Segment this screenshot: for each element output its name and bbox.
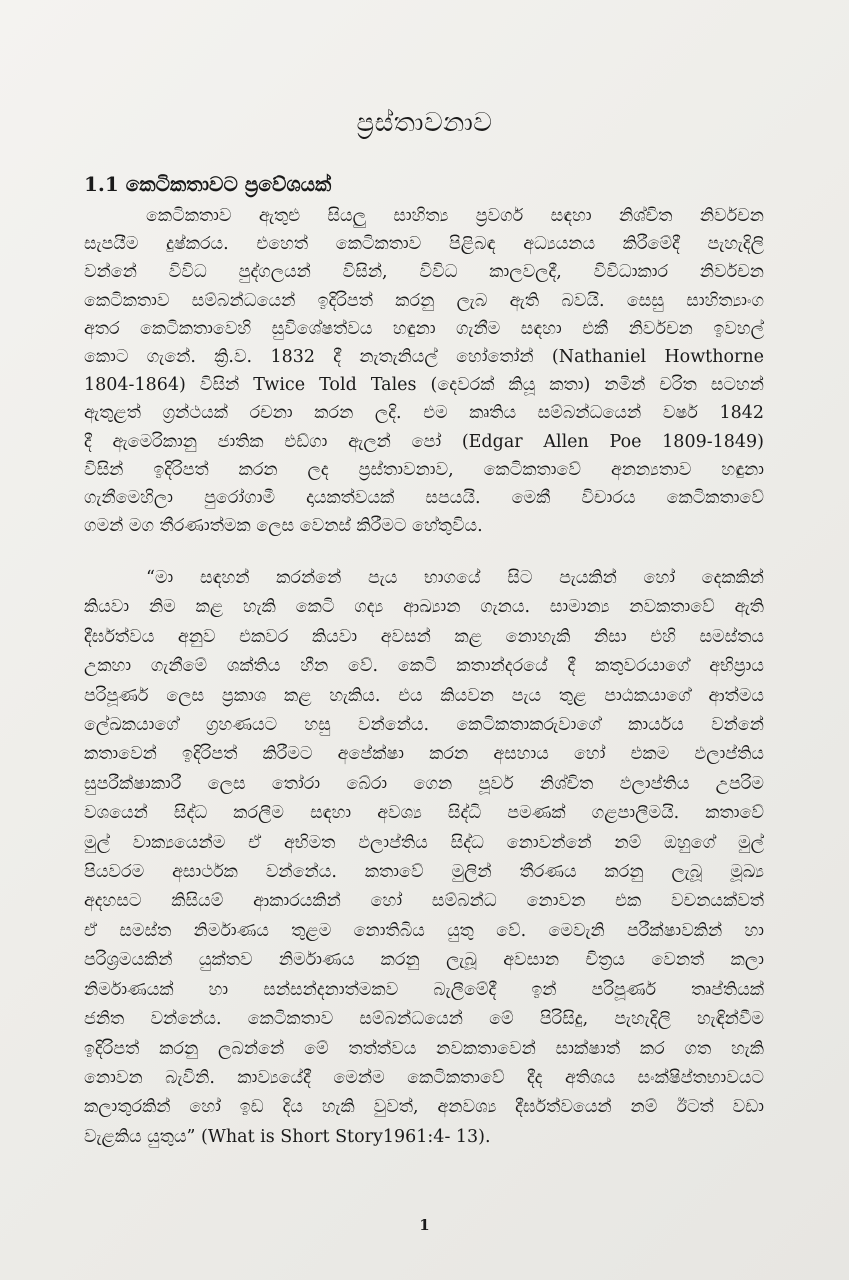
quote-line: මුල් වාක්‍යයෙන්ම ඒ අභිමත ඵලාප්තිය සිද්ධ නොවන්නේ නම් ඔහුගේ මුල් xyxy=(84,832,764,853)
paragraph-line: සැපයීම දුෂ්කරය. එහෙත් කෙටිකතාව පිළිබඳ අධ්‍යයනය කිරීමේදී පැහැදිලි xyxy=(84,234,764,255)
paragraph-line: විසින් ඉදිරිපත් කරන ලද ප්‍රස්තාවනාව, කෙටිකතාවේ අනන්‍යතාව හඳුනා xyxy=(84,459,764,480)
quote-line: පියවරම අසාර්ථක වන්නේය. කතාවේ මුලින් තීරණය කරනු ලැබූ මූඛ්‍ය xyxy=(84,862,764,883)
paragraph-line: කෙටිකතාව සම්බන්ධයෙන් ඉදිරිපත් කරනු ලැබ ඇති බවයි. සෙසු සාහිත්‍යාංග xyxy=(84,290,764,311)
section-heading: 1.1 කෙටිකතාවට ප්‍රවේශයක් xyxy=(84,172,332,196)
paragraph-quote xyxy=(84,564,764,1152)
quote-line: ලේඛකයාගේ ග්‍රහණයට හසු වන්නේය. කෙටිකතාකරුවාගේ කාර්යය වන්නේ xyxy=(84,715,764,736)
paragraph-line: 1804-1864) විසින් Twice Told Tales (දෙවරක් කියූ කතා) නමින් චරිත සටහන් xyxy=(84,375,764,396)
paragraph-line: කෙටිකතාව ඇතුළු සියලු සාහිත්‍ය ප්‍රවර්ග සඳහා නිශ්චිත නිර්වචන xyxy=(146,206,764,226)
quote-line: දීර්ඝත්වය අනුව එකවර කියවා අවසන් කළ නොහැකි නිසා එහි සමස්තය xyxy=(84,626,764,647)
paragraph-line: ගමන් මග තීරණාත්මක ලෙස වෙනස් කිරීමට හේතුවිය. xyxy=(84,516,483,537)
quote-line: පරිශ්‍රමයකින් යුක්තව නිර්මාණය කරනු ලැබූ අවසාන චිත්‍රය වෙනත් කලා xyxy=(84,950,764,971)
quote-line: උකහා ගැනීමේ ශක්තිය හීන වේ. කෙටි කතාන්දරයේ දී කතුවරයාගේ අභිප්‍රාය xyxy=(84,656,764,677)
quote-line: කියවා නිම කළ හැකි කෙටි ගද්‍ය ආඛ්‍යාන ගැනය. සාමාන්‍ය නවකතාවේ ඇති xyxy=(84,597,764,618)
quote-line: කලාතුරකින් හෝ ඉඩ දිය හැකි වුවත්, අනවශ්‍ය දීර්ඝත්වයෙන් නම් ඊටත් වඩා xyxy=(84,1097,764,1118)
paragraph-line: කොට ගැනේ. ක්‍රි.ව. 1832 දී නැතැනියල් හෝතෝන් (Nathaniel Howthorne xyxy=(84,347,764,368)
chapter-title: ප්‍රස්තාවනාව xyxy=(356,108,493,138)
page-number: 1 xyxy=(419,1216,430,1234)
quote-line: වැළකිය යුතුය” (What is Short Story1961:4- 13). xyxy=(84,1126,491,1147)
quote-line: ඒ සමස්ත නිර්මාණය තුළම නොතිබිය යුතු වේ. මෙවැනි පරීක්ෂාවකින් හා xyxy=(84,920,764,941)
paragraph-intro xyxy=(84,202,764,540)
quote-line: සුපරීක්ෂාකාරී ලෙස තෝරා බේරා ගෙන පූර්ව නිශ්චිත ඵලාප්තිය උපරිම xyxy=(84,773,764,794)
quote-line: ඉදිරිපත් කරනු ලබන්නේ මේ තත්ත්වය නවකතාවෙන් සාක්ෂාත් කර ගත හැකි xyxy=(84,1038,764,1059)
quote-line: අදහසට කිසියම් ආකාරයකින් හෝ සම්බන්ධ නොවන එක වචනයක්වත් xyxy=(84,891,764,912)
paragraph-line: වන්නේ විවිධ පුද්ගලයන් විසින්, විවිධ කාලවලදී, විවිධාකාර නිර්වචන xyxy=(84,262,764,283)
paragraph-line: ගැනීමෙහිලා පුරෝගාමී දායකත්වයක් සපයයි. මෙකී විචාරය කෙටිකතාවේ xyxy=(84,488,764,509)
quote-line: කතාවෙන් ඉදිරිපත් කිරීමට අපේක්ෂා කරන අසහාය හෝ එකම ඵලාප්තිය xyxy=(84,744,764,765)
quote-line: නිර්මාණයක් හා සන්සන්දනාත්මකව බැලීමේදී ඉන් පරිපූර්ණ තෘප්තියක් xyxy=(84,979,764,1000)
quote-line: වශයෙන් සිද්ධ කරලීම සඳහා අවශ්‍ය සිද්ධි පමණක් ගළපාලීමයි. කතාවේ xyxy=(84,803,764,824)
quote-line: “මා සඳහන් කරන්නේ පැය භාගයේ සිට පැයකින් හෝ දෙකකින් xyxy=(146,568,764,588)
paragraph-line: අතර කෙටිකතාවෙහි සුවිශේෂත්වය හඳුනා ගැනීම සඳහා එකී නිර්වචන ඉවහල් xyxy=(84,318,764,339)
quote-line: ජනිත වන්නේය. කෙටිකතාව සම්බන්ධයෙන් මේ පිරිසිදු, පැහැදිලි හැඳින්වීම xyxy=(84,1009,764,1030)
quote-line: නොවන බැවිනි. කාව්‍යයේදී මෙන්ම කෙටිකතාවේ දීද අතිශය සංක්ෂිප්තභාවයට xyxy=(84,1067,764,1088)
quote-line: පරිපූර්ණ ලෙස ප්‍රකාශ කළ හැකිය. එය කියවන පැය තුළ පාඨකයාගේ ආත්මය xyxy=(84,685,764,706)
paragraph-line: ඇතුළත් ග්‍රන්ථයක් රචනා කරන ලදි. එම කෘතිය සම්බන්ධයෙන් වර්ෂ 1842 xyxy=(84,403,764,424)
paragraph-line: දී ඇමෙරිකානු ජාතික එඩ්ගා ඇලන් පෝ (Edgar Allen Poe 1809-1849) xyxy=(84,431,764,452)
